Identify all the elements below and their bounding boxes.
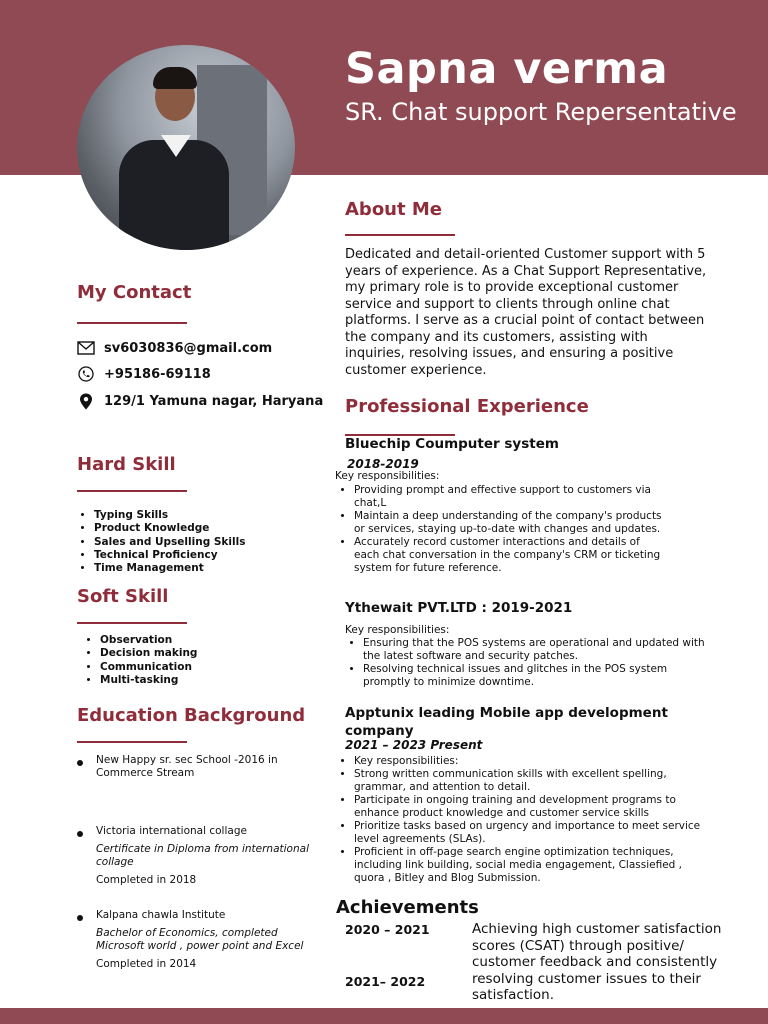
- job-resp-label: Key responsibilities:: [335, 470, 440, 482]
- envelope-icon: [77, 340, 95, 356]
- hard-skill-heading: Hard Skill: [77, 454, 176, 475]
- footer-band: [0, 1008, 768, 1024]
- list-item: • Participate in ongoing training and development programs to enhance product knowledge and customer service skills: [354, 794, 707, 820]
- email-text: sv6030836@gmail.com: [104, 340, 273, 356]
- address-text: 129/1 Yamuna nagar, Haryana: [104, 393, 324, 409]
- education-rule: [77, 741, 187, 743]
- list-item: • Product Knowledge: [94, 522, 245, 535]
- education-item: [77, 909, 317, 971]
- education-item: [77, 825, 317, 887]
- list-item: • Typing Skills: [94, 509, 245, 522]
- list-item: • Ensuring that the POS systems are operational and updated with the latest software and security patches.: [363, 637, 706, 663]
- contact-email[interactable]: [77, 340, 272, 356]
- about-rule: [345, 234, 455, 236]
- education-title: New Happy sr. sec School -2016 in Commerce Stream: [96, 754, 278, 779]
- phone-text: +95186-69118: [104, 366, 211, 382]
- list-item: • Accurately record customer interactions and details of each chat conversation in the company's CRM or ticketing system for future reference.: [354, 536, 667, 575]
- contact-rule: [77, 322, 187, 324]
- education-detail: Certificate in Diploma from international collage: [96, 843, 309, 868]
- list-item: • Time Management: [94, 562, 245, 575]
- list-item: • Technical Proficiency: [94, 549, 245, 562]
- about-heading: About Me: [345, 199, 442, 220]
- experience-heading: Professional Experience: [345, 396, 589, 417]
- education-item: [77, 754, 317, 780]
- list-item: • Maintain a deep understanding of the company's products or services, staying up-to-date with changes and updates.: [354, 510, 667, 536]
- job-dates: 2021 – 2023 Present: [345, 738, 483, 752]
- achievement-year: 2021– 2022: [345, 974, 426, 989]
- list-item: • Decision making: [100, 647, 197, 660]
- list-item: • Communication: [100, 661, 197, 674]
- hard-skill-rule: [77, 490, 187, 492]
- job-dates: 2018-2019: [347, 457, 419, 471]
- list-item: • Proficient in off-page search engine optimization techniques, including link building, social media engagement, Classiefied , quora , Bitley and Blog Submission.: [354, 846, 707, 885]
- education-completed: Completed in 2014: [96, 958, 197, 970]
- job-company: Ythewait PVT.LTD : 2019-2021: [345, 600, 573, 616]
- hard-skill-list: [88, 509, 245, 575]
- soft-skill-rule: [77, 622, 187, 624]
- education-heading: Education Background: [77, 705, 306, 726]
- list-item: • Prioritize tasks based on urgency and importance to meet service level agreements (SLAs).: [354, 820, 707, 846]
- job-bullets: [346, 637, 706, 689]
- list-item: • Sales and Upselling Skills: [94, 536, 245, 549]
- contact-phone[interactable]: [77, 366, 211, 382]
- job-bullets: [337, 755, 707, 885]
- education-title: Kalpana chawla Institute: [96, 909, 226, 921]
- candidate-name: Sapna verma: [345, 44, 669, 94]
- profile-photo: [77, 45, 295, 250]
- soft-skill-heading: Soft Skill: [77, 586, 169, 607]
- achievements-heading: Achievements: [336, 897, 479, 918]
- contact-address: [77, 393, 323, 409]
- list-item: • Resolving technical issues and glitches in the POS system promptly to minimize downtime.: [363, 663, 706, 689]
- contact-heading: My Contact: [77, 282, 192, 303]
- about-text: Dedicated and detail-oriented Customer support with 5 years of experience. As a Chat Support Representative, my primary role is to provide exceptional customer service and support to clients through online chat platforms. I serve as a crucial point of contact between the company and its customers, assisting with inquiries, resolving issues, and ensuring a positive customer experience.: [345, 247, 707, 378]
- list-item: • Strong written communication skills with excellent spelling, grammar, and attention to detail.: [354, 768, 707, 794]
- job-resp-label: Key responsibilities:: [345, 624, 450, 636]
- job-bullets: [337, 484, 667, 575]
- education-completed: Completed in 2018: [96, 874, 197, 886]
- phone-icon: [77, 366, 95, 382]
- achievement-year: 2020 – 2021: [345, 922, 430, 937]
- job-company: Apptunix leading Mobile app development company: [345, 705, 668, 739]
- candidate-role: SR. Chat support Repersentative: [345, 98, 737, 126]
- education-detail: Bachelor of Economics, completed Microsoft world , power point and Excel: [96, 927, 304, 952]
- list-item: • Multi-tasking: [100, 674, 197, 687]
- education-title: Victoria international collage: [96, 825, 247, 837]
- list-item: • Providing prompt and effective support to customers via chat,L: [354, 484, 667, 510]
- job-company: Bluechip Coumputer system: [345, 436, 559, 452]
- list-item: • Key responsibilities:: [354, 755, 707, 768]
- list-item: • Observation: [100, 634, 197, 647]
- achievement-text: Achieving high customer satisfaction scores (CSAT) through positive/ customer feedback and consistently resolving customer issues to their satisfaction.: [472, 921, 722, 1003]
- soft-skill-list: [94, 634, 197, 687]
- location-pin-icon: [77, 393, 95, 409]
